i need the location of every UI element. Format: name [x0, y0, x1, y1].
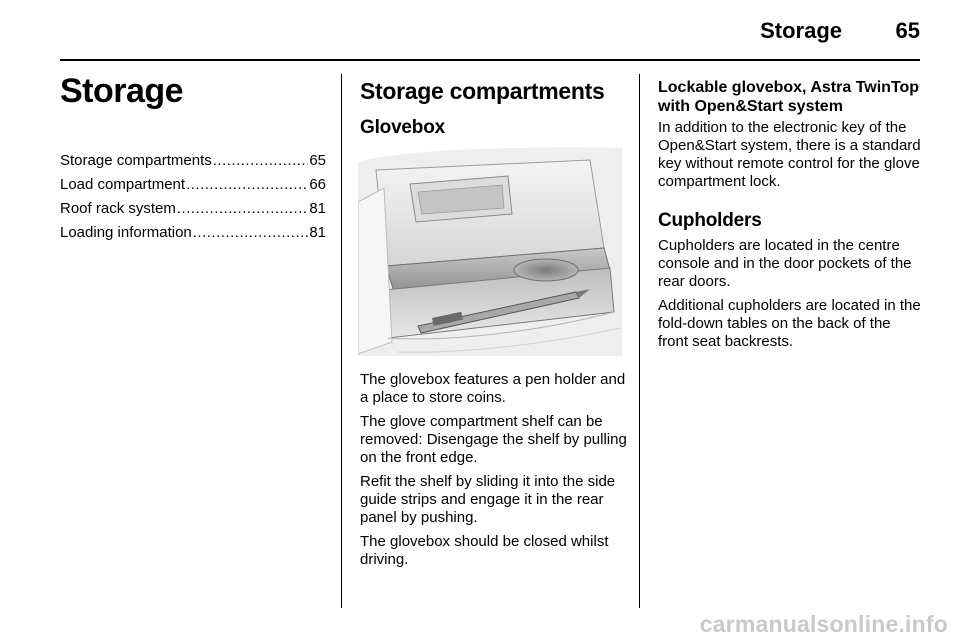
toc-entry[interactable]	[60, 176, 326, 200]
toc-entry-page: 66	[309, 176, 326, 193]
chapter-toc	[60, 152, 326, 248]
header-rule	[60, 59, 920, 61]
cupholders-paragraph: Additional cupholders are located in the fold-down tables on the back of the front seat backrests.	[658, 297, 921, 350]
section-title: Storage compartments	[360, 78, 605, 104]
lockable-glovebox-heading: Lockable glovebox, Astra TwinTop with Open&Start system	[658, 79, 920, 115]
cupholders-heading: Cupholders	[658, 210, 762, 231]
toc-entry-label: Roof rack system	[60, 200, 176, 217]
cupholders-paragraph: Cupholders are located in the centre console and in the door pockets of the rear doors.	[658, 237, 912, 290]
toc-entry[interactable]	[60, 224, 326, 248]
glovebox-paragraph: The glovebox should be closed whilst driving.	[360, 533, 609, 568]
column-divider-2	[639, 74, 640, 608]
glovebox-body	[360, 371, 628, 575]
running-header-title: Storage	[760, 18, 842, 43]
toc-entry-label: Load compartment	[60, 176, 186, 193]
glovebox-heading: Glovebox	[360, 117, 445, 138]
cupholders-body	[658, 237, 924, 357]
watermark-text: carmanualsonline.info	[699, 611, 948, 637]
glovebox-paragraph: Refit the shelf by sliding it into the side guide strips and engage it in the rear panel by pushing.	[360, 473, 616, 526]
toc-entry-label: Loading information	[60, 224, 192, 241]
glovebox-paragraph: The glove compartment shelf can be removed: Disengage the shelf by pulling on the front edge.	[360, 413, 627, 466]
glovebox-illustration	[358, 142, 622, 356]
toc-entry-page: 81	[309, 224, 326, 241]
page-number: 65	[895, 18, 920, 43]
toc-leader-dots	[177, 200, 308, 217]
glovebox-paragraph: The glovebox features a pen holder and a place to store coins.	[360, 371, 626, 406]
toc-leader-dots	[186, 176, 308, 193]
toc-entry[interactable]	[60, 200, 326, 224]
toc-entry-page: 81	[309, 200, 326, 217]
toc-leader-dots	[213, 152, 309, 169]
toc-leader-dots	[193, 224, 309, 241]
column-divider-1	[341, 74, 342, 608]
chapter-title: Storage	[60, 72, 184, 110]
toc-entry-label: Storage compartments	[60, 152, 212, 169]
lockable-glovebox-paragraph: In addition to the electronic key of the Open&Start system, there is a standard key without remote control for the glove compartment lock.	[658, 119, 921, 190]
toc-entry[interactable]	[60, 152, 326, 176]
toc-entry-page: 65	[309, 152, 326, 169]
